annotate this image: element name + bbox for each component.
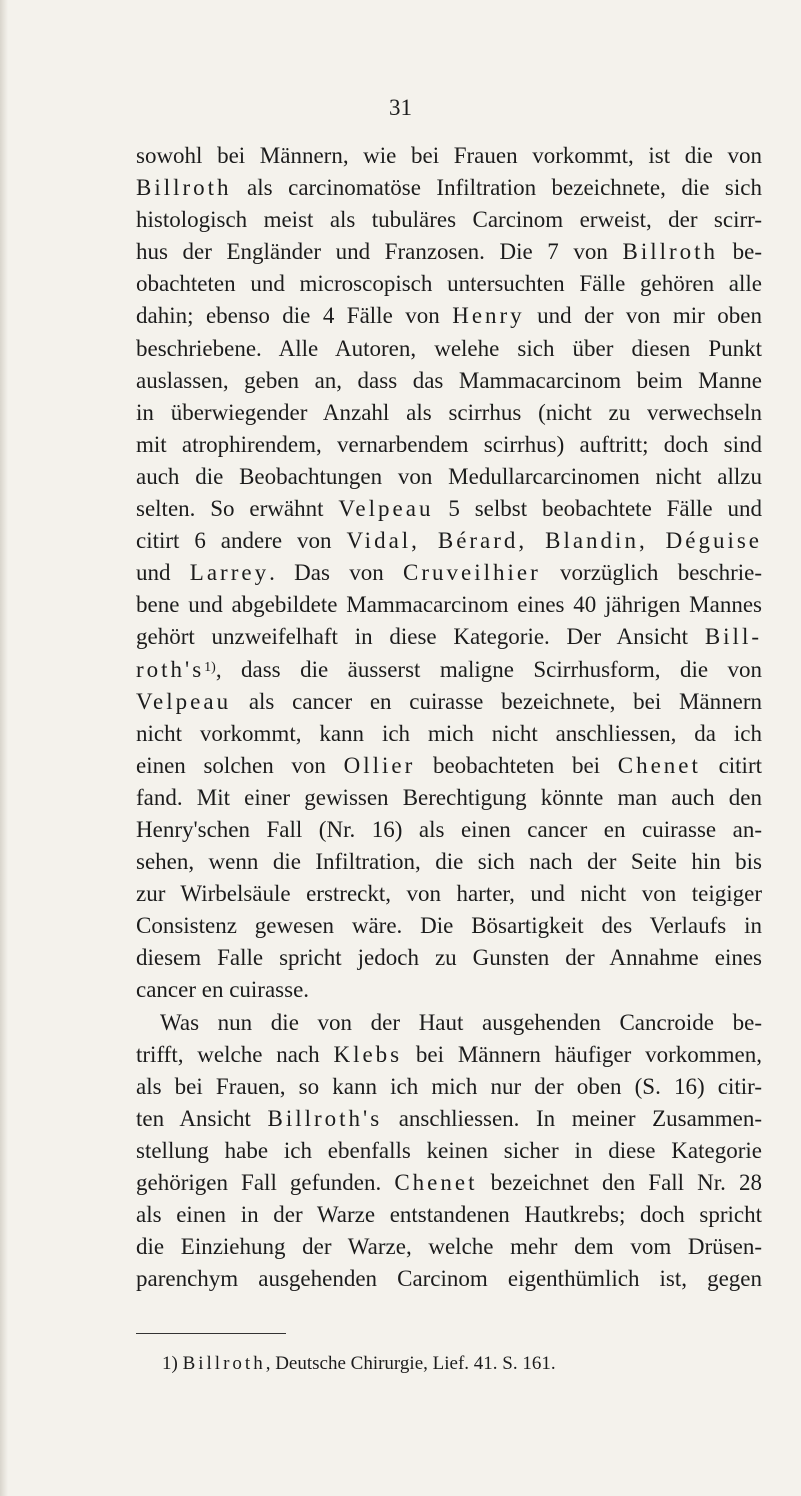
text-line — [136, 365, 762, 397]
author-name: Ollier — [343, 752, 416, 778]
footnote-divider — [136, 1333, 286, 1334]
text-run: citirt — [700, 752, 762, 778]
text-run: nicht vorkommt, kann ich mich nicht anschliessen, da ich — [136, 720, 762, 746]
text-run: selten. So erwähnt — [136, 496, 339, 522]
text-line — [136, 1103, 762, 1135]
author-name: Chenet — [617, 752, 701, 778]
text-line — [136, 974, 762, 1006]
text-line — [136, 846, 762, 878]
text-run: hus der Engländer und Franzosen. Die 7 von — [136, 239, 623, 265]
text-line — [136, 942, 762, 974]
author-name: Klebs — [333, 1041, 403, 1067]
text-run: zur Wirbelsäule erstreckt, von harter, und nicht von teigiger — [136, 881, 762, 907]
text-run: dahin; ebenso die 4 Fälle von — [136, 303, 453, 329]
footnote-text: , Deutsche Chirurgie, Lief. 41. S. 161. — [265, 1353, 556, 1374]
text-run: 5 selbst beobachtete Fälle und — [433, 496, 763, 522]
text-run: sehen, wenn die Infiltration, die sich nach der Seite hin bis — [136, 849, 762, 875]
text-run: diesem Falle spricht jedoch zu Gunsten der Annahme eines — [136, 945, 762, 971]
text-run: Consistenz gewesen wäre. Die Bösartigkeit des Verlaufs in — [136, 913, 762, 939]
author-name: Larrey — [189, 560, 270, 586]
footnote-reference-paren: ) — [211, 659, 216, 675]
text-run: anschliessen. In meiner Zusammen- — [382, 1105, 762, 1131]
text-line — [136, 1007, 762, 1039]
text-line — [136, 525, 762, 557]
text-line — [136, 461, 762, 493]
author-name: Cruveilhier — [403, 560, 541, 586]
text-run: und der von mir oben — [524, 303, 762, 329]
footnote-marker: 1) — [162, 1353, 178, 1374]
text-line — [136, 300, 762, 332]
text-run: einen solchen von — [136, 752, 344, 778]
text-run: parenchym ausgehenden Carcinom eigenthümlich ist, gegen — [136, 1266, 762, 1292]
text-run: als bei Frauen, so kann ich mich nur der oben (S. 16) citir- — [136, 1073, 762, 1099]
footnote-author: Billroth — [182, 1353, 266, 1374]
text-line — [136, 750, 762, 782]
text-line — [136, 140, 762, 172]
text-run: , dass die äusserst maligne Scirrhusform, die von — [215, 656, 762, 682]
text-run: citirt 6 andere von — [136, 528, 347, 554]
text-run: histologisch meist als tubuläres Carcinom erweist, der scirr- — [136, 207, 762, 233]
author-name: Billroth — [136, 175, 232, 201]
text-line — [136, 204, 762, 236]
text-run: beschriebene. Alle Autoren, welehe sich über diesen Punkt — [136, 335, 762, 361]
text-run: und — [136, 560, 190, 586]
text-line — [136, 589, 762, 621]
text-run: stellung habe ich ebenfalls keinen sicher in diese Kategorie — [136, 1137, 762, 1163]
text-line — [136, 1263, 762, 1295]
page-edge-shadow — [0, 0, 8, 1496]
text-line — [136, 493, 762, 525]
text-line — [136, 910, 762, 942]
body-text — [136, 140, 762, 1295]
text-run: Henry'schen Fall (Nr. 16) als einen cancer en cuirasse an- — [136, 816, 762, 842]
text-run: mit atrophirendem, vernarbendem scirrhus) auftritt; doch sind — [136, 431, 762, 457]
text-run: sowohl bei Männern, wie bei Frauen vorkommt, ist die von — [136, 143, 762, 168]
text-run: be- — [718, 239, 762, 265]
text-run: auch die Beobachtungen von Medullarcarcinomen nicht allzu — [136, 463, 762, 489]
text-line — [136, 1199, 762, 1231]
author-name: roth's — [136, 656, 205, 682]
text-line — [136, 654, 762, 686]
text-line — [136, 718, 762, 750]
author-name: Billroth's — [267, 1105, 383, 1131]
text-run: gehört unzweifelhaft in diese Kategorie. Der Ansicht — [136, 624, 705, 650]
text-run: trifft, welche nach — [136, 1041, 334, 1067]
text-run: auslassen, geben an, dass das Mammacarcinom beim Manne — [136, 367, 762, 393]
text-line — [136, 1135, 762, 1167]
page-number: 31 — [389, 95, 412, 120]
text-run: in überwiegender Anzahl als scirrhus (nicht zu verwechseln — [136, 399, 762, 425]
author-name: Chenet — [394, 1170, 478, 1195]
author-name: Velpeau — [136, 688, 232, 714]
footnote — [162, 1351, 556, 1377]
text-run: cancer en cuirasse. — [136, 977, 310, 1003]
footnote-reference: 1) — [204, 659, 216, 675]
text-run: ten Ansicht — [136, 1105, 268, 1131]
author-name: Velpeau — [338, 496, 434, 522]
text-line — [136, 1039, 762, 1071]
text-line — [136, 557, 762, 589]
author-name: Vidal, Bérard, Blandin, Déguise — [346, 528, 762, 554]
text-line — [136, 429, 762, 461]
text-run: obachteten und microscopisch untersuchten Fälle gehören alle — [136, 271, 762, 297]
author-name: Billroth — [622, 239, 719, 265]
text-run: als einen in der Warze entstandenen Hautkrebs; doch spricht — [136, 1202, 762, 1228]
text-line — [136, 814, 762, 846]
text-line — [136, 397, 762, 429]
text-line — [136, 333, 762, 365]
text-line — [136, 878, 762, 910]
text-line — [136, 1231, 762, 1263]
text-run: als cancer en cuirasse bezeichnete, bei Männern — [231, 688, 762, 714]
text-line — [136, 1071, 762, 1103]
text-run: bezeichnet den Fall Nr. 28 — [477, 1170, 763, 1195]
text-line — [136, 236, 762, 268]
text-run: die Einziehung der Warze, welche mehr dem vom Drüsen- — [136, 1234, 762, 1260]
text-run: . Das von — [269, 560, 403, 586]
text-run: fand. Mit einer gewissen Berechtigung könnte man auch den — [136, 784, 762, 810]
text-run: vorzüglich beschrie- — [540, 560, 762, 586]
text-run: bei Männern häufiger vorkommen, — [402, 1041, 762, 1067]
text-line — [136, 172, 762, 204]
text-line — [136, 268, 762, 300]
text-run: beobachteten bei — [415, 752, 618, 778]
text-line — [136, 686, 762, 718]
text-run: gehörigen Fall gefunden. — [136, 1170, 395, 1195]
text-run: Was nun die von der Haut ausgehenden Cancroide be- — [160, 1009, 762, 1035]
text-run: bene und abgebildete Mammacarcinom eines 40 jährigen Mannes — [136, 592, 762, 618]
text-line — [136, 782, 762, 814]
text-line — [136, 1167, 762, 1199]
text-line — [136, 621, 762, 653]
text-run: als carcinomatöse Infiltration bezeichnete, die sich — [231, 175, 762, 201]
author-name: Henry — [452, 303, 525, 329]
author-name: Bill- — [704, 624, 762, 650]
